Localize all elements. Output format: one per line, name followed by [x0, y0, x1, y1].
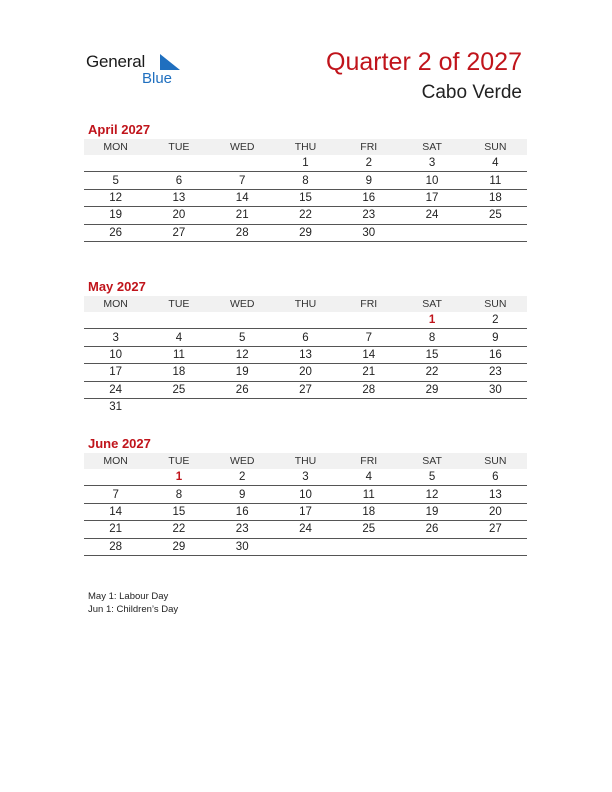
week-row — [84, 224, 527, 241]
week-row — [84, 469, 527, 486]
day-cell: 5 — [400, 469, 463, 486]
day-cell: 2 — [211, 469, 274, 486]
weekday-header: WED — [211, 296, 274, 312]
day-cell: 8 — [147, 486, 210, 503]
day-cell: 1 — [147, 469, 210, 486]
logo-word-general: General — [86, 52, 146, 71]
country-name: Cabo Verde — [421, 82, 522, 103]
weekday-header-row — [84, 296, 527, 312]
day-cell: 7 — [211, 172, 274, 189]
day-cell: 21 — [337, 364, 400, 381]
empty-day-cell — [211, 398, 274, 415]
day-cell: 11 — [337, 486, 400, 503]
weekday-header: THU — [274, 453, 337, 469]
day-cell: 25 — [464, 207, 527, 224]
day-cell: 19 — [400, 503, 463, 520]
logo — [86, 50, 186, 90]
day-cell: 18 — [337, 503, 400, 520]
weekday-header: FRI — [337, 453, 400, 469]
empty-day-cell — [274, 312, 337, 329]
week-row — [84, 329, 527, 346]
empty-day-cell — [84, 469, 147, 486]
day-cell: 23 — [464, 364, 527, 381]
empty-day-cell — [147, 155, 210, 172]
day-cell: 28 — [84, 538, 147, 555]
weekday-header: SAT — [400, 139, 463, 155]
day-cell: 19 — [84, 207, 147, 224]
weekday-header: TUE — [147, 139, 210, 155]
holiday-note: Jun 1: Children’s Day — [88, 604, 179, 615]
day-cell: 26 — [84, 224, 147, 241]
logo-triangle-icon — [160, 54, 180, 70]
day-cell: 16 — [211, 503, 274, 520]
day-cell: 15 — [147, 503, 210, 520]
month-april — [84, 121, 527, 242]
day-cell: 27 — [464, 521, 527, 538]
day-cell: 4 — [147, 329, 210, 346]
day-cell: 20 — [147, 207, 210, 224]
day-cell: 16 — [337, 189, 400, 206]
week-row — [84, 312, 527, 329]
day-cell: 6 — [147, 172, 210, 189]
month-may — [84, 278, 527, 415]
empty-day-cell — [147, 312, 210, 329]
weekday-header: SAT — [400, 296, 463, 312]
weekday-header: SUN — [464, 453, 527, 469]
week-row — [84, 155, 527, 172]
day-cell: 4 — [337, 469, 400, 486]
day-cell: 17 — [84, 364, 147, 381]
day-cell: 13 — [274, 346, 337, 363]
day-cell: 3 — [84, 329, 147, 346]
week-row — [84, 189, 527, 206]
weekday-header: THU — [274, 139, 337, 155]
weekday-header: TUE — [147, 453, 210, 469]
day-cell: 9 — [464, 329, 527, 346]
weekday-header: WED — [211, 453, 274, 469]
day-cell: 20 — [274, 364, 337, 381]
day-cell: 8 — [400, 329, 463, 346]
month-june — [84, 435, 527, 556]
day-cell: 10 — [400, 172, 463, 189]
day-cell: 31 — [109, 401, 123, 414]
day-cell: 27 — [274, 381, 337, 398]
weekday-header: SUN — [464, 139, 527, 155]
day-cell: 30 — [211, 538, 274, 555]
day-cell: 17 — [400, 189, 463, 206]
day-cell: 5 — [84, 172, 147, 189]
day-cell: 25 — [337, 521, 400, 538]
holiday-notes — [88, 590, 178, 616]
week-row — [84, 503, 527, 520]
calendar-table — [84, 139, 527, 242]
day-cell: 18 — [147, 364, 210, 381]
day-cell: 28 — [211, 224, 274, 241]
logo-word-blue: Blue — [142, 70, 173, 87]
day-cell: 14 — [337, 346, 400, 363]
empty-day-cell — [274, 398, 337, 415]
day-cell: 14 — [84, 503, 147, 520]
day-cell: 3 — [400, 155, 463, 172]
empty-day-cell — [400, 538, 463, 555]
week-row — [84, 398, 527, 415]
day-cell: 10 — [274, 486, 337, 503]
day-cell: 4 — [464, 155, 527, 172]
day-cell: 9 — [337, 172, 400, 189]
day-cell: 12 — [84, 189, 147, 206]
weekday-header: MON — [84, 296, 147, 312]
empty-day-cell — [84, 155, 147, 172]
empty-day-cell — [400, 398, 463, 415]
week-row — [84, 172, 527, 189]
weekday-header-row — [84, 139, 527, 155]
day-cell: 3 — [274, 469, 337, 486]
day-cell: 12 — [400, 486, 463, 503]
day-cell: 2 — [464, 312, 527, 329]
weekday-header: TUE — [147, 296, 210, 312]
day-cell: 1 — [274, 155, 337, 172]
week-row — [84, 207, 527, 224]
holiday-note: May 1: Labour Day — [88, 591, 169, 602]
day-cell: 8 — [274, 172, 337, 189]
empty-day-cell — [147, 398, 210, 415]
calendar-table — [84, 296, 527, 415]
weekday-header: THU — [274, 296, 337, 312]
empty-day-cell — [464, 538, 527, 555]
day-cell: 20 — [464, 503, 527, 520]
calendar-table — [84, 453, 527, 556]
page-title: Quarter 2 of 2027 — [326, 48, 522, 76]
day-cell: 6 — [274, 329, 337, 346]
day-cell: 2 — [337, 155, 400, 172]
day-cell: 12 — [211, 346, 274, 363]
weekday-header: MON — [84, 139, 147, 155]
day-cell: 5 — [211, 329, 274, 346]
day-cell: 17 — [274, 503, 337, 520]
empty-day-cell — [211, 312, 274, 329]
day-cell: 18 — [464, 189, 527, 206]
empty-day-cell — [337, 312, 400, 329]
day-cell: 29 — [274, 224, 337, 241]
weekday-header: FRI — [337, 296, 400, 312]
weekday-header-row — [84, 453, 527, 469]
week-row — [84, 346, 527, 363]
day-cell: 13 — [464, 486, 527, 503]
week-row — [84, 538, 527, 555]
day-cell: 24 — [274, 521, 337, 538]
day-cell: 22 — [400, 364, 463, 381]
week-row — [84, 521, 527, 538]
empty-day-cell — [84, 312, 147, 329]
weekday-header: WED — [211, 139, 274, 155]
month-title: April 2027 — [88, 122, 151, 137]
day-cell: 22 — [147, 521, 210, 538]
week-row — [84, 364, 527, 381]
day-cell: 27 — [147, 224, 210, 241]
empty-day-cell — [337, 398, 400, 415]
empty-day-cell — [337, 538, 400, 555]
day-cell: 7 — [337, 329, 400, 346]
empty-day-cell — [211, 155, 274, 172]
empty-day-cell — [274, 538, 337, 555]
weekday-header: SUN — [464, 296, 527, 312]
day-cell: 26 — [400, 521, 463, 538]
day-cell: 29 — [147, 538, 210, 555]
day-cell: 29 — [400, 381, 463, 398]
empty-day-cell — [464, 224, 527, 241]
empty-day-cell — [464, 398, 527, 415]
day-cell: 15 — [400, 346, 463, 363]
day-cell: 10 — [84, 346, 147, 363]
day-cell: 28 — [337, 381, 400, 398]
weekday-header: FRI — [337, 139, 400, 155]
day-cell: 30 — [464, 381, 527, 398]
day-cell: 7 — [84, 486, 147, 503]
day-cell: 15 — [274, 189, 337, 206]
day-cell: 22 — [274, 207, 337, 224]
week-row — [84, 486, 527, 503]
day-cell: 13 — [147, 189, 210, 206]
weekday-header: SAT — [400, 453, 463, 469]
day-cell: 11 — [464, 172, 527, 189]
day-cell: 23 — [337, 207, 400, 224]
day-cell: 25 — [147, 381, 210, 398]
day-cell: 1 — [400, 312, 463, 329]
empty-day-cell — [400, 224, 463, 241]
month-title: May 2027 — [88, 279, 146, 294]
day-cell: 14 — [211, 189, 274, 206]
day-cell: 24 — [400, 207, 463, 224]
day-cell: 23 — [211, 521, 274, 538]
day-cell: 30 — [337, 224, 400, 241]
day-cell: 19 — [211, 364, 274, 381]
day-cell: 21 — [211, 207, 274, 224]
day-cell: 26 — [211, 381, 274, 398]
day-cell: 21 — [84, 521, 147, 538]
day-cell: 9 — [211, 486, 274, 503]
day-cell: 24 — [84, 381, 147, 398]
week-row — [84, 381, 527, 398]
month-title: June 2027 — [88, 436, 151, 451]
day-cell: 6 — [464, 469, 527, 486]
day-cell: 16 — [464, 346, 527, 363]
weekday-header: MON — [84, 453, 147, 469]
day-cell: 11 — [147, 346, 210, 363]
